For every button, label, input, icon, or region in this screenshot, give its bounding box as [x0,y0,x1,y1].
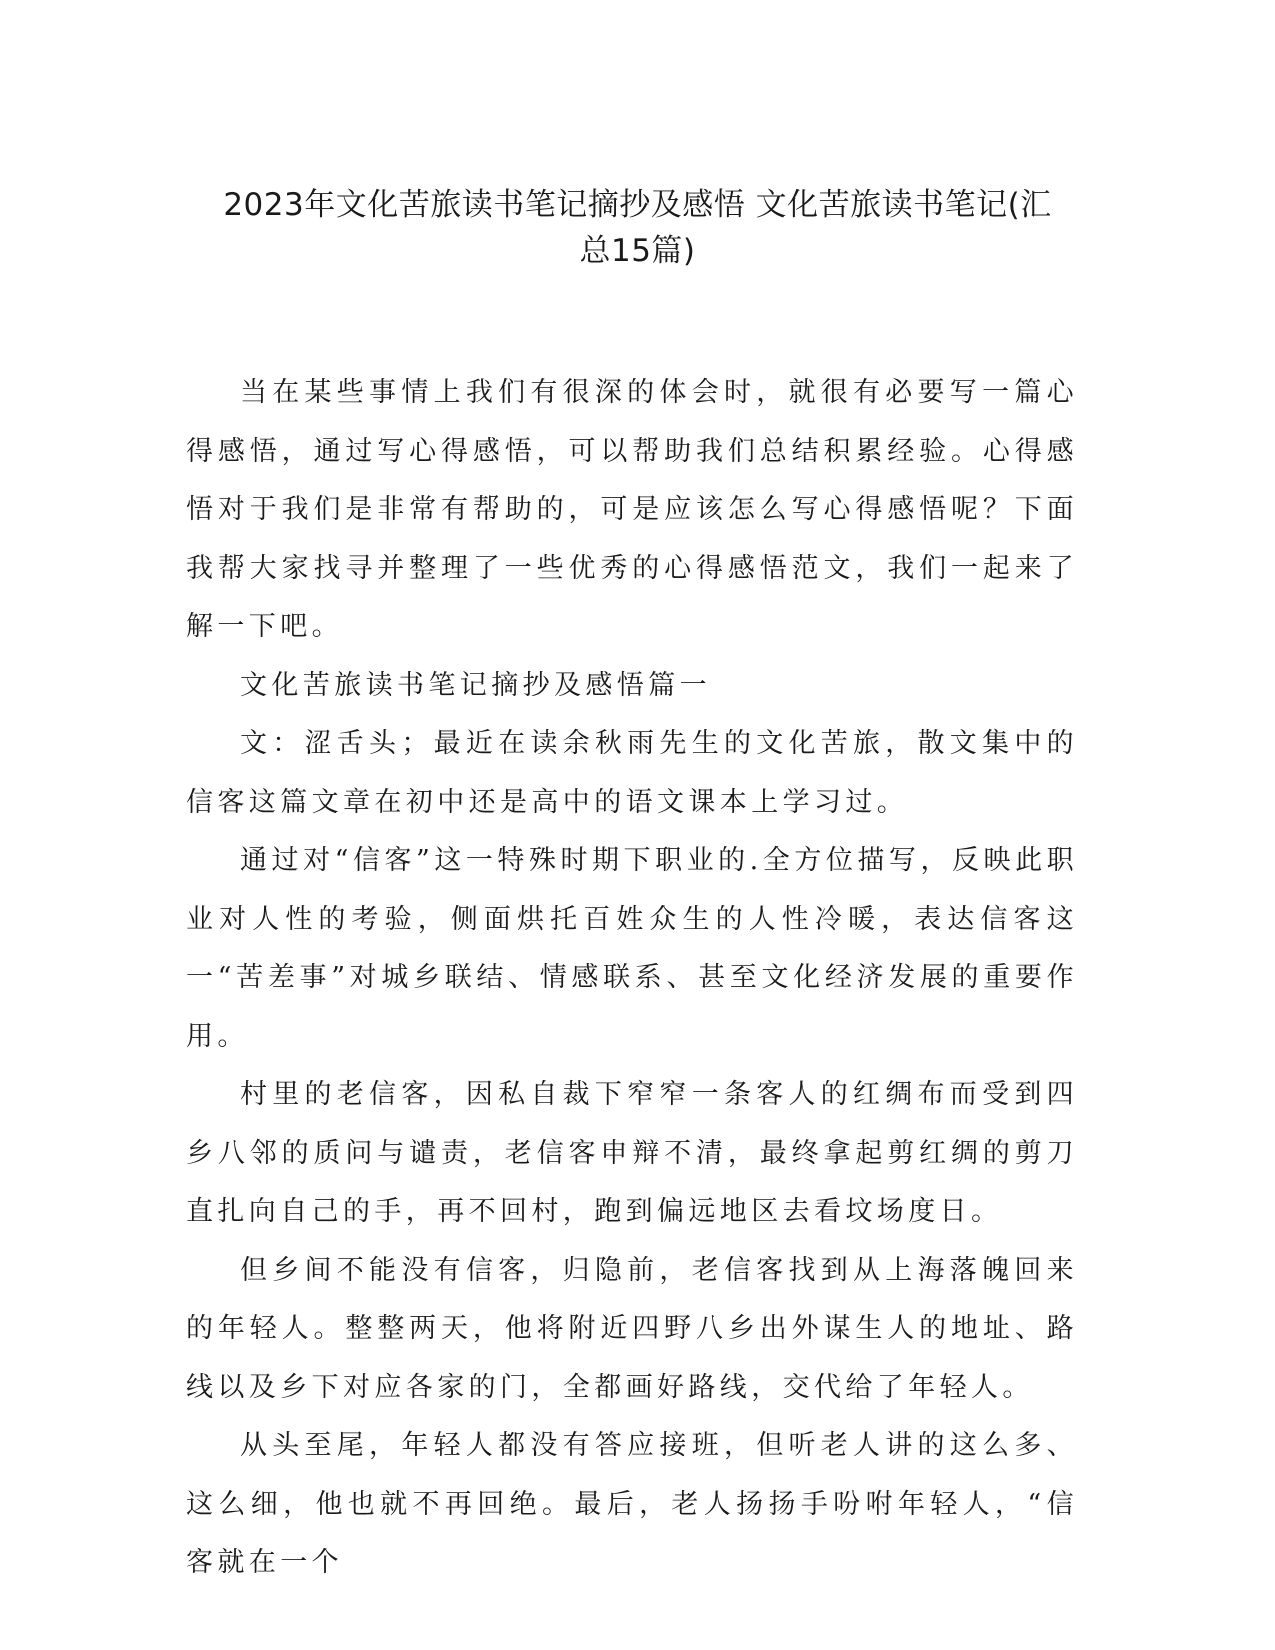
section-heading: 文化苦旅读书笔记摘抄及感悟篇一 [240,669,711,701]
body-paragraph: 文：涩舌头；最近在读余秋雨先生的文化苦旅，散文集中的信客这篇文章在初中还是高中的语文课本上学习过。 [186,728,1078,818]
document-title-line-2: 总15篇) [579,233,696,269]
intro-paragraph: 当在某些事情上我们有很深的体会时，就很有必要写一篇心得感悟，通过写心得感悟，可以帮助我们总结积累经验。心得感悟对于我们是非常有帮助的，可是应该怎么写心得感悟呢？下面我帮大家找寻并整理了一些优秀的心得感悟范文，我们一起来了解一下吧。 [186,377,1078,642]
body-paragraph: 从头至尾，年轻人都没有答应接班，但听老人讲的这么多、这么细，他也就不再回绝。最后，老人扬扬手吩咐年轻人，“信客就在一个 [186,1430,1078,1578]
body-paragraph: 但乡间不能没有信客，归隐前，老信客找到从上海落魄回来的年轻人。整整两天，他将附近四野八乡出外谋生人的地址、路线以及乡下对应各家的门，全都画好路线，交代给了年轻人。 [186,1254,1078,1403]
body-paragraph: 通过对“信客”这一特殊时期下职业的.全方位描写，反映此职业对人性的考验，侧面烘托百姓众生的人性冷暖，表达信客这一“苦差事”对城乡联结、情感联系、甚至文化经济发展的重要作用。 [186,845,1078,1052]
document-title-line-1: 2023年文化苦旅读书笔记摘抄及感悟 文化苦旅读书笔记(汇 [223,187,1052,223]
body-paragraph: 村里的老信客，因私自裁下窄窄一条客人的红绸布而受到四乡八邻的质问与谴责，老信客申辩不清，最终拿起剪红绸的剪刀直扎向自己的手，再不回村，跑到偏远地区去看坟场度日。 [186,1079,1078,1227]
document-title [180,182,1095,274]
document-body [186,364,1078,1593]
